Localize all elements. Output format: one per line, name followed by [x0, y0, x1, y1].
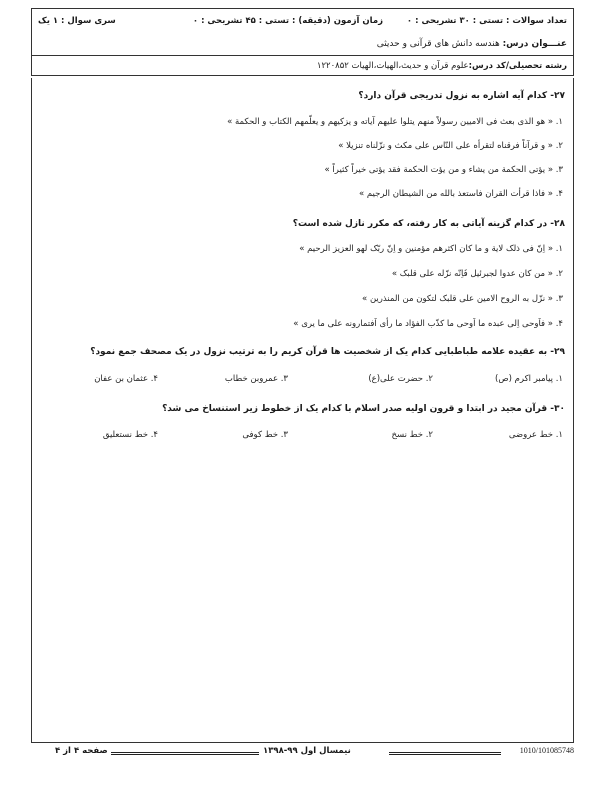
- course-field-value: علوم قرآن و حدیث،الهیات،الهیات ۱۲۲۰۸۵۲: [316, 61, 469, 71]
- exam-time: زمان آزمون (دقیقه) : تستی : ۴۵ تشریحی : ۰: [192, 16, 383, 26]
- question-27-option-3[interactable]: ۳. « یؤتی الحکمة من یشاء و من یؤت الحکمة فقد یؤتی خیراً کثیراً »: [324, 165, 563, 175]
- exam-header: [31, 8, 574, 76]
- question-30-option-1[interactable]: ۱. خط عروضی: [508, 430, 563, 440]
- question-29-option-2[interactable]: ۲. حضرت علی(ع): [368, 374, 433, 384]
- question-28-option-1[interactable]: ۱. « اِنّ فی ذلک لایة و ما کان اکثرهم مؤمنین و اِنّ ربّک لهو العزیز الرحیم »: [299, 244, 563, 254]
- course-title-label: عنـــوان درس:: [502, 39, 567, 49]
- question-27-title: ۲۷- کدام آیه اشاره به نزول تدریجی قرآن دارد؟: [358, 91, 565, 101]
- course-title-value: هندسه دانش های قرآنی و حدیثی: [376, 39, 503, 49]
- footer-rule-right: [389, 752, 501, 755]
- exam-series: سری سوال : ۱ یک: [38, 16, 116, 26]
- question-28-title: ۲۸- در کدام گزینه آیاتی به کار رفته، که مکرر نازل شده است؟: [292, 219, 565, 229]
- page-number: صفحه ۴ از ۴: [55, 746, 108, 756]
- footer-rule-left: [111, 752, 259, 755]
- page-footer: [31, 746, 574, 760]
- question-30-option-3[interactable]: ۳. خط کوفی: [242, 430, 288, 440]
- question-29-option-1[interactable]: ۱. پیامبر اکرم (ص): [495, 374, 563, 384]
- question-30-option-4[interactable]: ۴. خط نستعلیق: [102, 430, 158, 440]
- question-29-option-3[interactable]: ۳. عمروبن خطاب: [224, 374, 288, 384]
- term-label: نیمسال اول ۹۹-۱۳۹۸: [263, 746, 351, 756]
- course-field: [317, 61, 567, 71]
- question-30-option-2[interactable]: ۲. خط نسخ: [391, 430, 433, 440]
- course-field-label: رشته تحصیلی/کد درس:: [468, 61, 567, 71]
- question-30-title: ۳۰- قرآن مجید در ابتدا و قرون اولیه صدر اسلام با کدام یک از خطوط زیر استنساخ می شد؟: [162, 404, 565, 414]
- question-29-title: ۲۹- به عقیده علامه طباطبایی کدام یک از شخصیت ها قرآن کریم را به ترتیب نزول در یک مصحف جمع نمود؟: [90, 347, 565, 357]
- course-title: [377, 39, 567, 49]
- document-code: 1010/101085748: [519, 746, 574, 755]
- question-27-option-4[interactable]: ۴. « فاذا قرأت القران فاستعذ بالله من الشیطان الرجیم »: [358, 189, 563, 199]
- question-28-option-2[interactable]: ۲. « من کان عدوا لجبرئیل فَاِنّه نزّله علی قلبک »: [391, 269, 563, 279]
- header-divider: [32, 55, 573, 56]
- question-29-option-4[interactable]: ۴. عثمان بن عفان: [94, 374, 158, 384]
- header-info-row: [32, 9, 573, 33]
- question-27-option-1[interactable]: ۱. « هو الذی بعث فی الامیین رسولاً منهم یتلوا علیهم آیاته و یزکیهم و یعلّمهم الکتاب و الحکمة »: [227, 117, 563, 127]
- question-28-option-3[interactable]: ۳. « نزّل به الروح الامین علی قلبک لتکون من المنذرین »: [362, 294, 563, 304]
- question-28-option-4[interactable]: ۴. « فاَوحی اِلی عبده ما اَوحی ما کذّب الفؤاد ما رأی اَفتمارونه علی ما یری »: [293, 319, 563, 329]
- question-27-option-2[interactable]: ۲. « و قرآناً فرقناه لتقرأه علی النّاس علی مکث و نزّلناه تنزیلا »: [338, 141, 563, 151]
- questions-area: [31, 78, 574, 743]
- question-count: تعداد سوالات : تستی : ۳۰ تشریحی : ۰: [406, 16, 567, 26]
